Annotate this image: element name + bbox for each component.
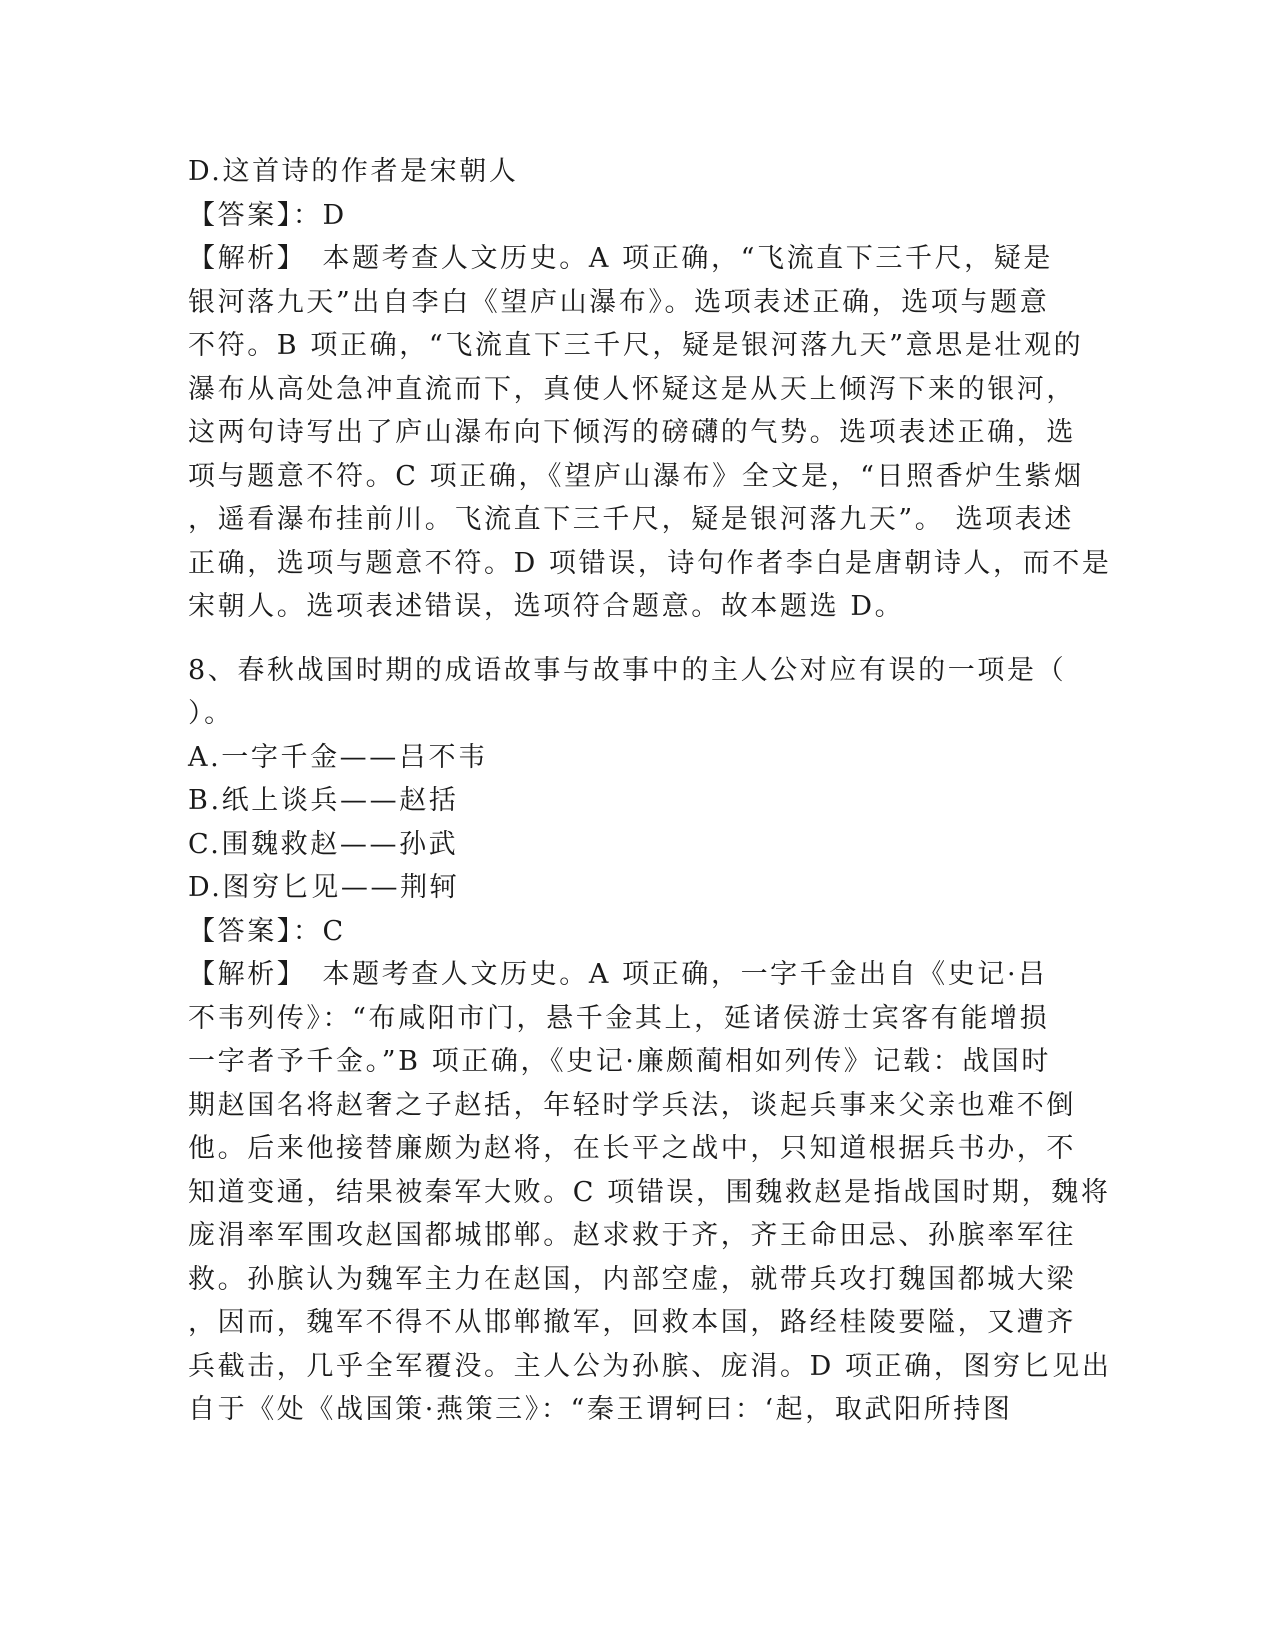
analysis-line: 【解析】 本题考查人文历史。A 项正确，“飞流直下三千尺，疑是 [188, 243, 1053, 274]
analysis-line: 瀑布从高处急冲直流而下，真使人怀疑这是从天上倾泻下来的银河， [188, 373, 1076, 405]
analysis-line: 救。孙膑认为魏军主力在赵国，内部空虚，就带兵攻打魏国都城大梁 [188, 1263, 1076, 1295]
option-d: D.图穷匕见——荆轲 [188, 872, 460, 903]
analysis-line: 宋朝人。选项表述错误，选项符合题意。故本题选 D。 [188, 591, 905, 622]
stem-line: ）。 [188, 698, 234, 729]
answer-line: 【答案】：C [188, 915, 346, 947]
analysis-line: 兵截击，几乎全军覆没。主人公为孙膑、庞涓。D 项正确，图穷匕见出 [188, 1350, 1112, 1382]
question-stem [188, 649, 1088, 736]
analysis-line: ，因而，魏军不得不从邯郸撤军，回救本国，路经桂陵要隘，又遭齐 [188, 1307, 1076, 1338]
answer-line: 【答案】：D [188, 199, 347, 231]
analysis-line: 不符。B 项正确，“飞流直下三千尺，疑是银河落九天”意思是壮观的 [188, 330, 1084, 361]
document-page [188, 150, 1112, 1432]
option-b: B.纸上谈兵——赵括 [188, 785, 459, 816]
stem-line: 8、春秋战国时期的成语故事与故事中的主人公对应有误的一项是（ [188, 654, 1067, 686]
analysis-line: 项与题意不符。C 项正确，《望庐山瀑布》全文是，“日照香炉生紫烟 [188, 460, 1084, 492]
analysis-line: 他。后来他接替廉颇为赵将，在长平之战中，只知道根据兵书办，不 [188, 1133, 1076, 1164]
analysis-line: 庞涓率军围攻赵国都城邯郸。赵求救于齐，齐王命田忌、孙膑率军往 [188, 1220, 1076, 1251]
option-c: C.围魏救赵——孙武 [188, 828, 459, 860]
analysis-line: 正确，选项与题意不符。D 项错误，诗句作者李白是唐朝诗人，而不是 [188, 547, 1112, 579]
analysis-line: 不韦列传》：“布咸阳市门，悬千金其上，延诸侯游士宾客有能增损 [188, 1002, 1050, 1034]
analysis-line: 银河落九天”出自李白《望庐山瀑布》。选项表述正确，选项与题意 [188, 286, 1050, 318]
analysis-block [188, 237, 1112, 629]
question-7-tail [188, 150, 1112, 629]
analysis-line: 自于《处《战国策·燕策三》：“秦王谓轲曰：‘起，取武阳所持图 [188, 1394, 1013, 1425]
option-a: A.一字千金——吕不韦 [188, 741, 488, 773]
analysis-line: 期赵国名将赵奢之子赵括，年轻时学兵法，谈起兵事来父亲也难不倒 [188, 1089, 1076, 1121]
analysis-line: 这两句诗写出了庐山瀑布向下倾泻的磅礴的气势。选项表述正确，选 [188, 417, 1076, 448]
analysis-line: ，遥看瀑布挂前川。飞流直下三千尺，疑是银河落九天”。 选项表述 [188, 504, 1074, 535]
options-list [188, 736, 1088, 910]
analysis-block [188, 953, 1112, 1432]
question-gap [188, 629, 1088, 649]
question-8 [188, 649, 1112, 1432]
analysis-line: 【解析】 本题考查人文历史。A 项正确，一字千金出自《史记·吕 [188, 959, 1048, 990]
analysis-line: 一字者予千金。”B 项正确，《史记·廉颇蔺相如列传》记载：战国时 [188, 1046, 1052, 1077]
analysis-line: 知道变通，结果被秦军大败。C 项错误，围魏救赵是指战国时期，魏将 [188, 1176, 1111, 1208]
option-d: D.这首诗的作者是宋朝人 [188, 156, 519, 187]
